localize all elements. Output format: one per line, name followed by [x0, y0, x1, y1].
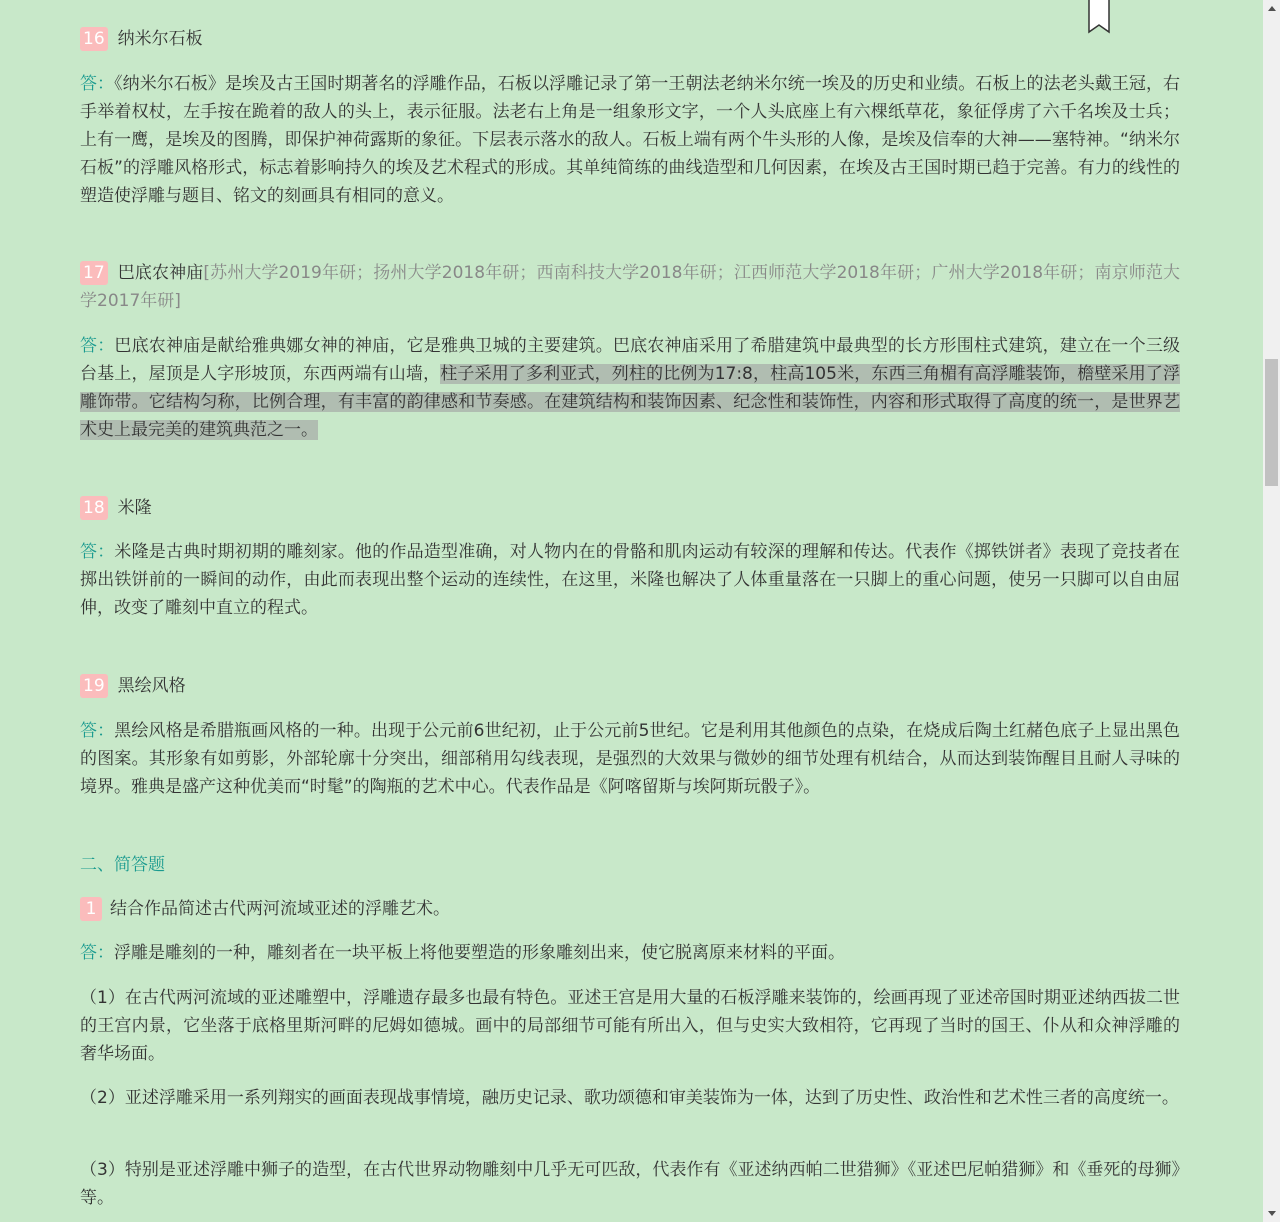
vertical-scrollbar[interactable] [1263, 0, 1280, 1222]
bookmark-icon[interactable] [1088, 0, 1110, 34]
answer-label: 答： [80, 721, 115, 741]
question-number-badge: 19 [80, 674, 108, 698]
answer-paragraph [80, 538, 1180, 622]
scrollbar-thumb[interactable] [1265, 359, 1278, 486]
question-title-text: 黑绘风格 [117, 676, 186, 696]
answer-label: 答： [80, 943, 114, 963]
answer-point-1: （1）在古代两河流域的亚述雕塑中，浮雕遗存最多也最有特色。亚述王宫是用大量的石板浮雕来装饰的，绘画再现了亚述帝国时期亚述纳西拔二世的王宫内景，它坐落于底格里斯河畔的尼姆如德城。画中的局部细节可能有所出入，但与史实大致相符，它再现了当时的国王、仆从和众神浮雕的奢华场面。 [80, 988, 1180, 1064]
answer-paragraph [80, 939, 1180, 967]
answer-paragraph [80, 332, 1180, 444]
answer-text: 米隆是古典时期初期的雕刻家。他的作品造型准确，对人物内在的骨骼和肌肉运动有较深的理解和传达。代表作《掷铁饼者》表现了竞技者在掷出铁饼前的一瞬间的动作，由此而表现出整个运动的连续性，在这里，米隆也解决了人体重量落在一只脚上的重心问题，使另一只脚可以自由屈伸，改变了雕刻中直立的程式。 [80, 542, 1181, 618]
scroll-up-button[interactable] [1263, 0, 1280, 17]
section-title: 二、简答题 [80, 855, 165, 875]
question-number-badge: 17 [80, 261, 108, 285]
answer-point-3: （3）特别是亚述浮雕中狮子的造型，在古代世界动物雕刻中几乎无可匹敌，代表作有《亚述纳西帕二世猎狮》《亚述巴尼帕猎狮》和《垂死的母狮》等。 [80, 1160, 1180, 1208]
answer-label: 答： [80, 542, 115, 562]
question-number-badge: 18 [80, 496, 108, 520]
question-title [80, 25, 1180, 53]
answer-label: 答： [80, 336, 115, 356]
answer-label: 答： [80, 74, 115, 94]
answer-point-2: （2）亚述浮雕采用一系列翔实的画面表现战事情境，融历史记录、歌功颂德和审美装饰为一体，达到了历史性、政治性和艺术性三者的高度统一。 [80, 1088, 1179, 1108]
question-title [80, 672, 1180, 700]
scroll-down-button[interactable] [1263, 1205, 1280, 1222]
question-number-badge: 16 [80, 27, 108, 51]
question-16 [80, 25, 1180, 53]
question-title [80, 494, 1180, 522]
question-19 [80, 672, 1180, 700]
question-title [80, 895, 1180, 923]
answer-paragraph [80, 70, 1180, 210]
selected-text[interactable]: 柱子采用了多利亚式，列柱的比例为17:8，柱高105米，东西三角楣有高浮雕装饰，檐壁采用了浮雕饰带。它结构匀称，比例合理，有丰富的韵律感和节奏感。在建筑结构和装饰因素、纪念性和装饰性，内容和形式取得了高度的统一，是世界艺术史上最完美的建筑典范之一。 [80, 364, 1181, 440]
question-source: [苏州大学2019年研；扬州大学2018年研；西南科技大学2018年研；江西师范大学2018年研；广州大学2018年研；南京师范大学2017年研] [80, 263, 1180, 311]
answer-text: 《纳米尔石板》是埃及古王国时期著名的浮雕作品，石板以浮雕记录了第一王朝法老纳米尔统一埃及的历史和业绩。石板上的法老头戴王冠，右手举着权杖，左手按在跪着的敌人的头上，表示征服。法老右上角是一组象形文字，一个人头底座上有六棵纸草花，象征俘虏了六千名埃及士兵；上有一鹰，是埃及的图腾，即保护神荷露斯的象征。下层表示落水的敌人。石板上端有两个牛头形的人像，是埃及信奉的大神——塞特神。“纳米尔石板”的浮雕风格形式，标志着影响持久的埃及艺术程式的形成。其单纯简练的曲线造型和几何因素，在埃及古王国时期已趋于完善。有力的线性的塑造使浮雕与题目、铭文的刻画具有相同的意义。 [80, 74, 1180, 206]
answer-text: 黑绘风格是希腊瓶画风格的一种。出现于公元前6世纪初，止于公元前5世纪。它是利用其他颜色的点染，在烧成后陶土红赭色底子上显出黑色的图案。其形象有如剪影，外部轮廓十分突出，细部稍用勾线表现，是强烈的大效果与微妙的细节处理有机结合，从而达到装饰醒目且耐人寻味的境界。雅典是盛产这种优美而“时髦”的陶瓶的艺术中心。代表作品是《阿喀留斯与埃阿斯玩骰子》。 [80, 721, 1180, 797]
question-title [80, 259, 1180, 315]
question-title-text: 巴底农神庙 [117, 263, 204, 283]
triangle-up-icon [1268, 6, 1276, 11]
question-title-text: 纳米尔石板 [117, 29, 203, 49]
question-18 [80, 494, 1180, 522]
triangle-down-icon [1268, 1211, 1276, 1216]
answer-paragraph [80, 717, 1180, 801]
question-s2-1 [80, 895, 1180, 923]
question-17 [80, 259, 1180, 315]
question-number-badge: 1 [80, 897, 102, 921]
question-title-text: 米隆 [117, 498, 152, 518]
answer-text: 巴底农神庙是献给雅典娜女神的神庙，它是雅典卫城的主要建筑。巴底农神庙采用了希腊建筑中最典型的长方形围柱式建筑，建立在一个三级台基上，屋顶是人字形坡顶，东西两端有山墙， [80, 336, 1181, 384]
question-title-text: 结合作品简述古代两河流域亚述的浮雕艺术。 [110, 899, 450, 919]
answer-text: 浮雕是雕刻的一种，雕刻者在一块平板上将他要塑造的形象雕刻出来，使它脱离原来材料的平面。 [114, 943, 845, 963]
